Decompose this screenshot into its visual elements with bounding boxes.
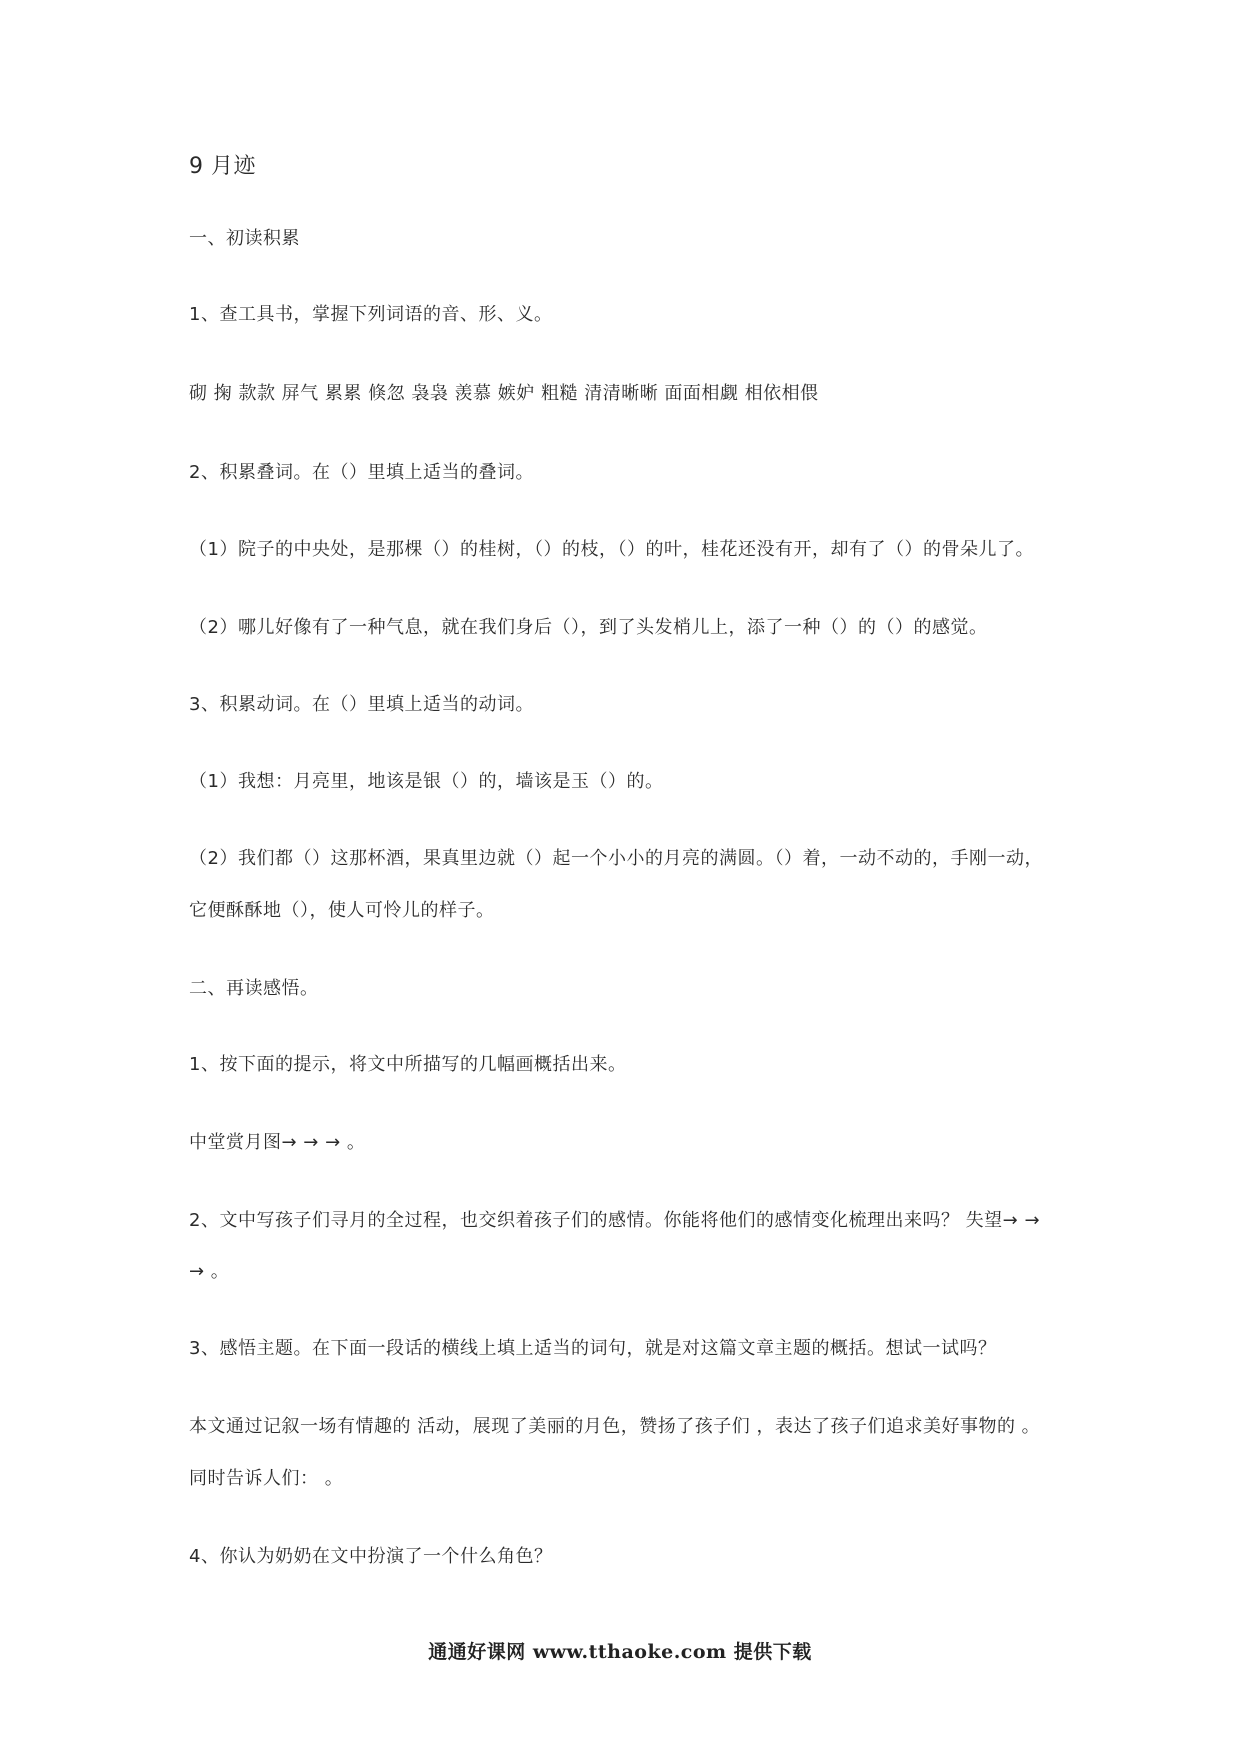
question-2-3-prompt: 3、感悟主题。在下面一段话的横线上填上适当的词句，就是对这篇文章主题的概括。想试一试吗？ [189, 1338, 997, 1359]
question-1-2-item-1: （1）院子的中央处，是那棵（）的桂树，（）的枝，（）的叶，桂花还没有开，却有了（）的骨朵儿了。 [189, 539, 1034, 560]
section-heading-1: 一、初读积累 [189, 228, 300, 249]
question-1-3-item-2-line-2: 它便酥酥地（），使人可怜儿的样子。 [189, 900, 495, 921]
question-2-1-prompt: 1、按下面的提示，将文中所描写的几幅画概括出来。 [189, 1054, 627, 1075]
question-1-3-item-2-line-1: （2）我们都（）这那杯酒，果真里边就（）起一个小小的月亮的满圆。（）着，一动不动的，手刚一动， [189, 848, 1043, 869]
question-2-3-line-2: 同时告诉人们： 。 [189, 1468, 344, 1489]
question-2-2-line-2: → 。 [189, 1261, 230, 1282]
question-1-2-item-2: （2）哪儿好像有了一种气息，就在我们身后（），到了头发梢儿上，添了一种（）的（）的感觉。 [189, 617, 988, 638]
question-1-1-words: 砌 掬 款款 屏气 累累 倏忽 袅袅 羡慕 嫉妒 粗糙 清清晰晰 面面相觑 相依相偎 [189, 383, 819, 404]
section-heading-2: 二、再读感悟。 [189, 978, 319, 999]
question-1-1-prompt: 1、查工具书，掌握下列词语的音、形、义。 [189, 304, 553, 325]
question-1-2-prompt: 2、积累叠词。在（）里填上适当的叠词。 [189, 462, 534, 483]
question-2-3-line-1: 本文通过记叙一场有情趣的 活动，展现了美丽的月色，赞扬了孩子们 ，表达了孩子们追求美好事物的 。 [189, 1416, 1041, 1437]
question-2-2-line-1: 2、文中写孩子们寻月的全过程，也交织着孩子们的感情。你能将他们的感情变化梳理出来吗？ 失望→ → [189, 1210, 1041, 1231]
question-1-3-item-1: （1）我想：月亮里，地该是银（）的，墙该是玉（）的。 [189, 771, 664, 792]
question-2-4-prompt: 4、你认为奶奶在文中扮演了一个什么角色？ [189, 1546, 553, 1567]
page-title: 9 月迹 [189, 154, 256, 179]
footer-download-notice: 通通好课网 www.tthaoke.com 提供下载 [428, 1641, 812, 1663]
question-2-1-answer: 中堂赏月图→ → → 。 [189, 1132, 366, 1153]
question-1-3-prompt: 3、积累动词。在（）里填上适当的动词。 [189, 694, 534, 715]
